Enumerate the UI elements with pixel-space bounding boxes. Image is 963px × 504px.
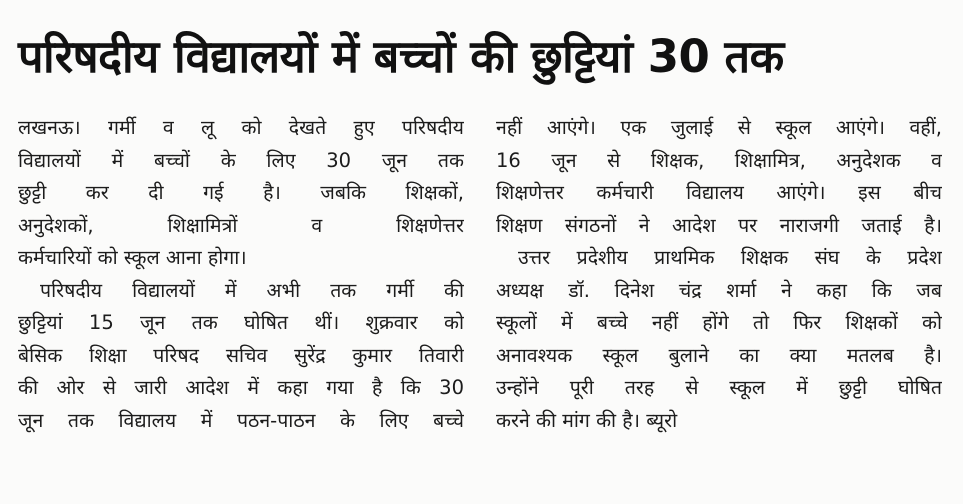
text-line: छुट्टी कर दी गई है। जबकि शिक्षकों, — [18, 181, 464, 204]
text-line: उन्होंने पूरी तरह से स्कूल में छुट्टी घोषित — [496, 376, 942, 399]
headline: परिषदीय विद्यालयों में बच्चों की छुट्टियां 30 तक — [18, 30, 784, 83]
text-line: अध्यक्ष डॉ. दिनेश चंद्र शर्मा ने कहा कि जब — [496, 278, 942, 302]
paragraph-start-line: परिषदीय विद्यालयों में अभी तक गर्मी की — [40, 278, 464, 302]
text-line: विद्यालयों में बच्चों के लिए 30 जून तक — [18, 148, 464, 172]
text-line: स्कूलों में बच्चे नहीं होंगे तो फिर शिक्षकों को — [496, 311, 942, 334]
byline-line: करने की मांग की है। ब्यूरो — [496, 408, 678, 432]
left-column — [18, 112, 464, 437]
text-line: अनावश्यक स्कूल बुलाने का क्या मतलब है। — [496, 343, 942, 367]
text-line: अनुदेशकों, शिक्षामित्रों व शिक्षणेत्तर — [18, 213, 464, 237]
right-column — [496, 112, 942, 437]
text-line: नहीं आएंगे। एक जुलाई से स्कूल आएंगे। वहीं, — [496, 116, 942, 139]
text-line: जून तक विद्यालय में पठन-पाठन के लिए बच्चे — [18, 408, 464, 432]
text-line: 16 जून से शिक्षक, शिक्षामित्र, अनुदेशक व — [496, 148, 942, 172]
text-line: शिक्षणेत्तर कर्मचारी विद्यालय आएंगे। इस बीच — [496, 181, 942, 204]
text-line: बेसिक शिक्षा परिषद सचिव सुरेंद्र कुमार तिवारी — [18, 343, 464, 367]
text-line: लखनऊ। गर्मी व लू को देखते हुए परिषदीय — [18, 116, 464, 139]
paragraph-start-line: उत्तर प्रदेशीय प्राथमिक शिक्षक संघ के प्रदेश — [518, 246, 942, 269]
text-line: छुट्टियां 15 जून तक घोषित थीं। शुक्रवार को — [18, 311, 464, 334]
text-line: की ओर से जारी आदेश में कहा गया है कि 30 — [18, 376, 464, 399]
text-line: कर्मचारियों को स्कूल आना होगा। — [18, 246, 247, 269]
text-line: शिक्षण संगठनों ने आदेश पर नाराजगी जताई है। — [496, 213, 942, 237]
